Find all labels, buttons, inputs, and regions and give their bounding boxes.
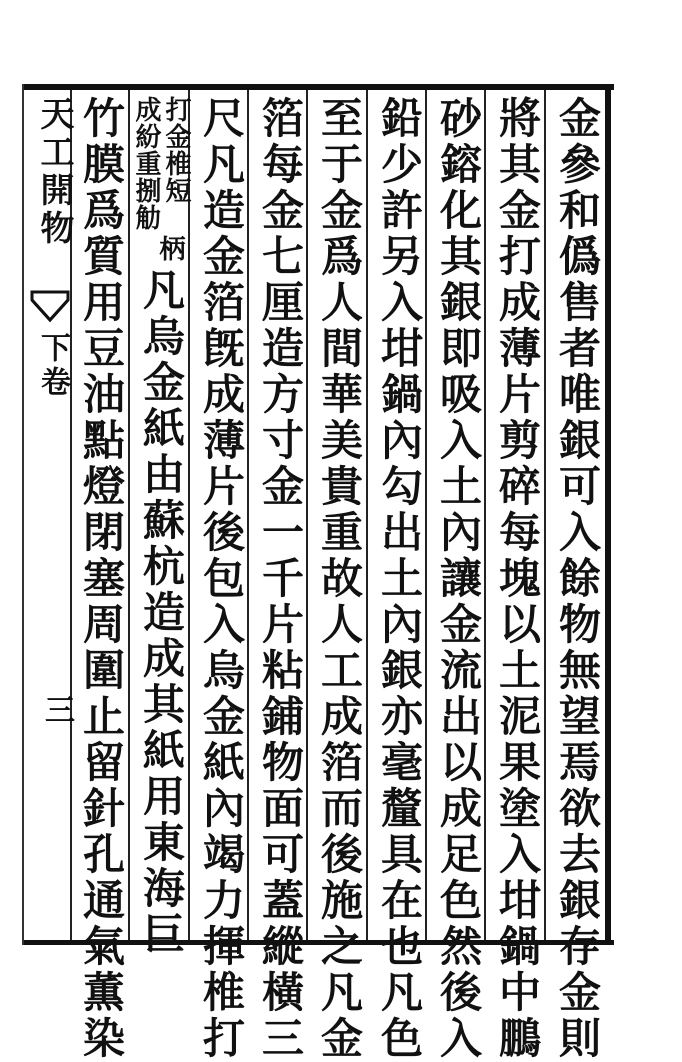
column-text: 將其金打成薄片剪碎每塊以土泥果塗入坩鍋中鵬 bbox=[493, 96, 542, 1062]
text-column-1 bbox=[549, 96, 605, 1062]
note-left-line: 成紛重捌觔 bbox=[131, 96, 161, 231]
column-text: 尺凡造金箔旣成薄片後包入烏金紙內竭力揮椎打 bbox=[197, 96, 246, 1062]
note-tail: 柄 bbox=[155, 235, 185, 262]
text-column-6 bbox=[252, 96, 308, 1062]
text-column-4 bbox=[371, 96, 427, 1062]
column-text: 砂鎔化其銀即吸入土內讓金流出以成足色然後入 bbox=[434, 96, 483, 1062]
note-right-line: 打金椎短 bbox=[161, 96, 191, 204]
column-text: 至于金爲人間華美貴重故人工成箔而後施之凡金 bbox=[315, 96, 364, 1062]
spine bbox=[26, 96, 74, 936]
page-number: 三 bbox=[39, 694, 74, 724]
text-column-2 bbox=[489, 96, 545, 1062]
frame-top-border bbox=[22, 84, 614, 90]
text-column-7 bbox=[193, 96, 249, 1062]
column-text: 竹膜爲質用豆油點燈閉塞周圍止留針孔通氣薫染 bbox=[77, 96, 126, 1062]
text-column-5 bbox=[311, 96, 367, 1062]
interlinear-note bbox=[132, 96, 190, 231]
book-title: 天工開物 bbox=[34, 96, 74, 248]
text-column-9 bbox=[73, 96, 129, 1062]
volume-label: 下卷 bbox=[35, 332, 70, 400]
frame-left-border bbox=[22, 84, 24, 945]
column-text: 金參和僞售者唯銀可入餘物無望焉欲去銀存金則 bbox=[553, 96, 602, 1062]
column-text: 凡烏金紙由蘇杭造成其紙用東海巨 bbox=[137, 268, 186, 958]
text-column-8 bbox=[131, 96, 191, 958]
fishtail-mark-icon bbox=[30, 290, 70, 328]
text-column-3 bbox=[430, 96, 486, 1062]
column-text: 鉛少許另入坩鍋內勾出土內銀亦毫釐具在也凡色 bbox=[375, 96, 424, 1062]
column-text: 箔每金七厘造方寸金一千片粘鋪物面可蓋縱橫三 bbox=[256, 96, 305, 1062]
frame-right-border bbox=[605, 84, 611, 945]
